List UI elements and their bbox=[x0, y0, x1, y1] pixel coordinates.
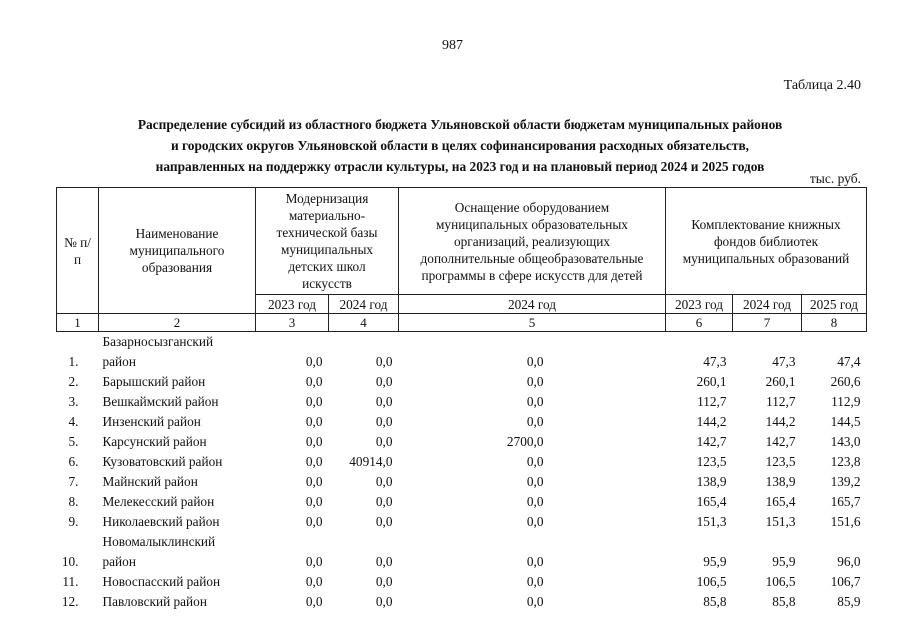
header-year: 2023 год bbox=[666, 295, 733, 314]
value-equipment-2024: 0,0 bbox=[526, 374, 544, 389]
value-library-2024: 123,5 bbox=[765, 454, 796, 469]
row-index: 8. bbox=[68, 494, 79, 509]
value-library-2024: 138,9 bbox=[765, 474, 796, 489]
municipality-name bbox=[99, 332, 256, 373]
municipality-name-line: Павловский район bbox=[102, 594, 207, 609]
value-modernization-2023: 0,0 bbox=[305, 594, 323, 609]
value-library-2025: 96,0 bbox=[837, 554, 861, 569]
table-body bbox=[57, 332, 867, 613]
value-library-2023: 123,5 bbox=[696, 454, 727, 469]
header-group-equipment: Оснащение оборудованием муниципальных образовательных организаций, реализующих дополнительные общеобразовательные программы в сфере искусств для детей bbox=[399, 188, 666, 295]
header-name: Наименование муниципального образования bbox=[99, 188, 256, 314]
municipality-name-line: Майнский район bbox=[102, 474, 198, 489]
municipality-name-line: Новоспасский район bbox=[102, 574, 221, 589]
subsidy-table bbox=[56, 187, 867, 612]
value-modernization-2024: 0,0 bbox=[375, 554, 393, 569]
value-modernization-2023: 0,0 bbox=[305, 554, 323, 569]
table-row bbox=[57, 472, 867, 492]
value-library-2025: 123,8 bbox=[830, 454, 861, 469]
value-modernization-2024: 0,0 bbox=[375, 414, 393, 429]
value-equipment-2024: 0,0 bbox=[526, 354, 544, 369]
value-equipment-2024: 0,0 bbox=[526, 494, 544, 509]
table-row bbox=[57, 412, 867, 432]
value-equipment-2024: 0,0 bbox=[526, 394, 544, 409]
header-year: 2023 год bbox=[256, 295, 329, 314]
value-library-2023: 47,3 bbox=[703, 354, 727, 369]
municipality-name bbox=[99, 492, 256, 512]
title-line: направленных на поддержку отрасли культуры, на 2023 год и на плановый период 2024 и 2025 годов bbox=[155, 159, 765, 174]
header-num: № п/п bbox=[57, 188, 99, 314]
value-modernization-2024: 40914,0 bbox=[349, 454, 393, 469]
header-year: 2024 год bbox=[329, 295, 399, 314]
value-modernization-2024: 0,0 bbox=[375, 474, 393, 489]
value-library-2025: 85,9 bbox=[837, 594, 861, 609]
value-library-2023: 151,3 bbox=[696, 514, 727, 529]
municipality-name bbox=[99, 452, 256, 472]
value-modernization-2023: 0,0 bbox=[305, 414, 323, 429]
value-library-2025: 112,9 bbox=[831, 394, 861, 409]
row-index: 4. bbox=[68, 414, 79, 429]
municipality-name bbox=[99, 572, 256, 592]
table-row bbox=[57, 512, 867, 532]
row-index: 3. bbox=[68, 394, 79, 409]
page-number: 987 bbox=[442, 38, 463, 53]
column-number: 2 bbox=[99, 314, 256, 332]
value-library-2023: 138,9 bbox=[696, 474, 727, 489]
header-group-library: Комплектование книжных фондов библиотек муниципальных образований bbox=[666, 188, 867, 295]
table-row bbox=[57, 532, 867, 572]
municipality-name-line: район bbox=[102, 354, 136, 369]
value-modernization-2023: 0,0 bbox=[305, 354, 323, 369]
value-equipment-2024: 0,0 bbox=[526, 454, 544, 469]
table-row bbox=[57, 452, 867, 472]
municipality-name bbox=[99, 392, 256, 412]
value-library-2023: 106,5 bbox=[696, 574, 727, 589]
value-modernization-2023: 0,0 bbox=[305, 494, 323, 509]
value-library-2023: 112,7 bbox=[697, 394, 727, 409]
value-equipment-2024: 2700,0 bbox=[506, 434, 544, 449]
value-equipment-2024: 0,0 bbox=[526, 474, 544, 489]
value-modernization-2023: 0,0 bbox=[305, 394, 323, 409]
value-library-2025: 139,2 bbox=[830, 474, 861, 489]
value-library-2025: 260,6 bbox=[830, 374, 861, 389]
header-year: 2024 год bbox=[733, 295, 802, 314]
table-row bbox=[57, 432, 867, 452]
value-library-2023: 144,2 bbox=[696, 414, 727, 429]
column-number: 1 bbox=[57, 314, 99, 332]
value-library-2025: 144,5 bbox=[830, 414, 861, 429]
value-modernization-2024: 0,0 bbox=[375, 374, 393, 389]
value-modernization-2024: 0,0 bbox=[375, 494, 393, 509]
municipality-name-line: Барышский район bbox=[102, 374, 206, 389]
municipality-name bbox=[99, 532, 256, 572]
value-modernization-2023: 0,0 bbox=[305, 454, 323, 469]
header-year: 2024 год bbox=[399, 295, 666, 314]
municipality-name-line: Мелекесский район bbox=[102, 494, 215, 509]
value-library-2025: 47,4 bbox=[837, 354, 861, 369]
title-line: и городских округов Ульяновской области в целях софинансирования расходных обязательств, bbox=[170, 138, 750, 153]
value-equipment-2024: 0,0 bbox=[526, 594, 544, 609]
value-library-2024: 142,7 bbox=[765, 434, 796, 449]
row-index: 1. bbox=[68, 354, 79, 369]
table-row bbox=[57, 372, 867, 392]
header-group-modernization: Модернизация материально-технической базы муниципальных детских школ искусств bbox=[256, 188, 399, 295]
value-library-2025: 106,7 bbox=[830, 574, 861, 589]
value-library-2025: 151,6 bbox=[830, 514, 861, 529]
municipality-name bbox=[99, 372, 256, 392]
value-modernization-2024: 0,0 bbox=[375, 594, 393, 609]
value-library-2023: 260,1 bbox=[696, 374, 727, 389]
table-row bbox=[57, 592, 867, 612]
municipality-name bbox=[99, 412, 256, 432]
header-year: 2025 год bbox=[802, 295, 867, 314]
value-library-2024: 260,1 bbox=[765, 374, 796, 389]
value-modernization-2024: 0,0 bbox=[375, 574, 393, 589]
column-number: 3 bbox=[256, 314, 329, 332]
value-modernization-2023: 0,0 bbox=[305, 514, 323, 529]
municipality-name-line: Николаевский район bbox=[102, 514, 220, 529]
value-library-2023: 142,7 bbox=[696, 434, 727, 449]
table-row bbox=[57, 332, 867, 373]
table-row bbox=[57, 492, 867, 512]
municipality-name bbox=[99, 432, 256, 452]
municipality-name-line: Карсунский район bbox=[102, 434, 207, 449]
value-library-2025: 165,7 bbox=[830, 494, 861, 509]
value-library-2024: 112,7 bbox=[766, 394, 796, 409]
row-index: 12. bbox=[61, 594, 79, 609]
value-modernization-2023: 0,0 bbox=[305, 474, 323, 489]
row-index: 11. bbox=[62, 574, 79, 589]
units-label: тыс. руб. bbox=[809, 171, 861, 186]
value-library-2024: 47,3 bbox=[772, 354, 796, 369]
table-row bbox=[57, 392, 867, 412]
value-modernization-2024: 0,0 bbox=[375, 514, 393, 529]
column-number: 6 bbox=[666, 314, 733, 332]
value-library-2023: 165,4 bbox=[696, 494, 727, 509]
column-number: 5 bbox=[399, 314, 666, 332]
value-library-2024: 165,4 bbox=[765, 494, 796, 509]
row-index: 2. bbox=[68, 374, 79, 389]
value-equipment-2024: 0,0 bbox=[526, 414, 544, 429]
value-modernization-2024: 0,0 bbox=[375, 354, 393, 369]
municipality-name-line: Базарносызганский bbox=[102, 334, 214, 349]
value-library-2024: 151,3 bbox=[765, 514, 796, 529]
value-equipment-2024: 0,0 bbox=[526, 514, 544, 529]
value-library-2024: 95,9 bbox=[772, 554, 796, 569]
value-modernization-2024: 0,0 bbox=[375, 434, 393, 449]
row-index: 6. bbox=[68, 454, 79, 469]
municipality-name-line: район bbox=[102, 554, 136, 569]
municipality-name bbox=[99, 592, 256, 612]
value-library-2024: 106,5 bbox=[765, 574, 796, 589]
column-number: 8 bbox=[802, 314, 867, 332]
value-library-2023: 95,9 bbox=[703, 554, 727, 569]
municipality-name-line: Новомалыклинский bbox=[102, 534, 216, 549]
value-modernization-2023: 0,0 bbox=[305, 374, 323, 389]
value-modernization-2023: 0,0 bbox=[305, 574, 323, 589]
value-library-2025: 143,0 bbox=[830, 434, 861, 449]
value-equipment-2024: 0,0 bbox=[526, 554, 544, 569]
value-library-2023: 85,8 bbox=[703, 594, 727, 609]
row-index: 5. bbox=[68, 434, 79, 449]
value-library-2024: 85,8 bbox=[772, 594, 796, 609]
column-number: 4 bbox=[329, 314, 399, 332]
column-number: 7 bbox=[733, 314, 802, 332]
row-index: 7. bbox=[68, 474, 79, 489]
municipality-name-line: Вешкаймский район bbox=[102, 394, 219, 409]
municipality-name bbox=[99, 512, 256, 532]
row-index: 10. bbox=[61, 554, 79, 569]
table-label: Таблица 2.40 bbox=[783, 78, 861, 93]
table-title bbox=[60, 114, 860, 177]
row-index: 9. bbox=[68, 514, 79, 529]
value-equipment-2024: 0,0 bbox=[526, 574, 544, 589]
title-line: Распределение субсидий из областного бюджета Ульяновской области бюджетам муниципальных районов bbox=[137, 117, 783, 132]
value-modernization-2024: 0,0 bbox=[375, 394, 393, 409]
municipality-name-line: Кузоватовский район bbox=[102, 454, 223, 469]
municipality-name bbox=[99, 472, 256, 492]
value-modernization-2023: 0,0 bbox=[305, 434, 323, 449]
municipality-name-line: Инзенский район bbox=[102, 414, 201, 429]
table-row bbox=[57, 572, 867, 592]
value-library-2024: 144,2 bbox=[765, 414, 796, 429]
